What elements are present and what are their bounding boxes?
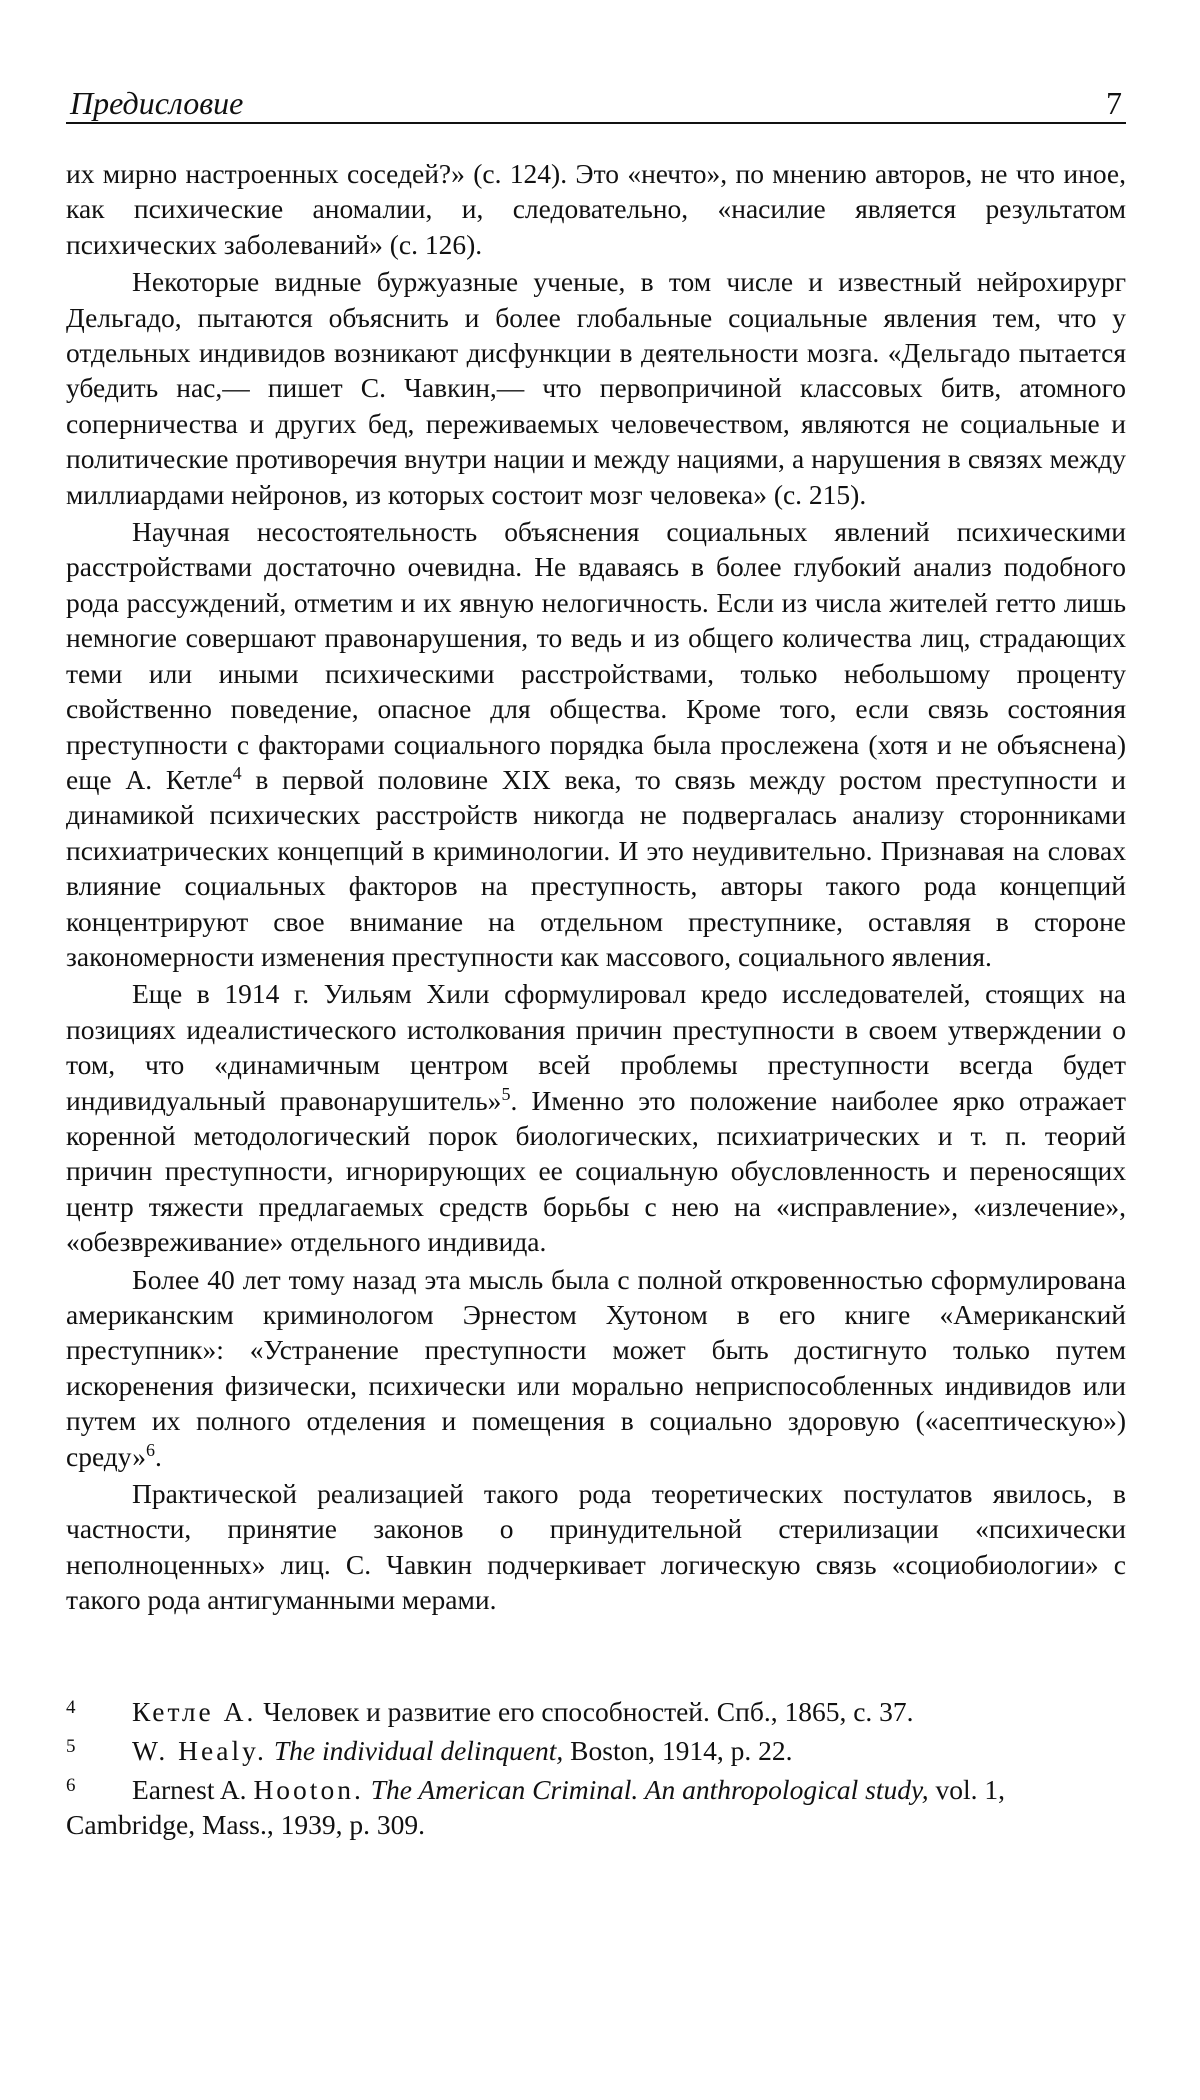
footnote-title: The American Criminal. An anthropological study, (363, 1773, 929, 1805)
paragraph-2 (66, 264, 1126, 512)
running-title: Предисловие (70, 85, 244, 121)
running-head (66, 64, 1126, 124)
footnote-title: The individual delinquent, (266, 1734, 564, 1766)
footnote-author: Hooton. (253, 1773, 364, 1805)
footnote-author-given: Earnest A. (132, 1773, 254, 1805)
footnotes (66, 1690, 1126, 1842)
body-text (66, 156, 1126, 1618)
footnote-ref-6: 6 (145, 1439, 155, 1460)
paragraph-6 (66, 1476, 1126, 1618)
page-number: 7 (1106, 85, 1122, 121)
footnote-mark: 6 (66, 1774, 76, 1796)
footnote-author: W. Healy. (132, 1734, 267, 1766)
footnote-source: vol. 1, Cambridge, Mass., 1939, p. 309. (66, 1773, 1005, 1840)
footnote-source: Boston, 1914, p. 22. (563, 1734, 793, 1766)
paragraph-text: Более 40 лет тому назад эта мысль была с полной откровенностью сформулирована американским криминологом Эрнестом Хутоном в его книге «Американский преступник»: «Устранение преступности может быть достигнуто только путем искоренения физически, психически или морально неприспособленных индивидов или путем их полного отделения и помещения в социально здоровую («асептическую») среду» (66, 1263, 1126, 1472)
footnote-ref-4: 4 (232, 762, 242, 783)
paragraph-text: Практической реализацией такого рода теоретических постулатов явилось, в частности, принятие законов о принудительной стерилизации «психически неполноценных» лиц. С. Чавкин подчеркивает логическую связь «социобиологии» с такого рода антигуманными мерами. (66, 1478, 1126, 1616)
footnote-mark: 4 (66, 1696, 76, 1718)
footnote-6 (66, 1768, 1126, 1842)
paragraph-1 (66, 156, 1126, 262)
paragraph-text: Еще в 1914 г. Уильям Хили сформулировал кредо исследователей, стоящих на позициях идеалистического истолкования причин преступности в своем утверждении о том, что «динамичным центром всей проблемы преступности всегда будет индивидуальный правонарушитель» (66, 978, 1126, 1116)
footnote-mark: 5 (66, 1735, 76, 1757)
footnote-4 (66, 1690, 1126, 1729)
footnote-author: Кетле А. (132, 1695, 257, 1727)
paragraph-4 (66, 976, 1126, 1259)
footnote-5 (66, 1729, 1126, 1768)
paragraph-text: в первой половине XIX века, то связь между ростом преступности и динамикой психических расстройств никогда не подвергалась анализу сторонниками психиатрических концепций в криминологии. И это неудивительно. Признавая на словах влияние социальных факторов на преступность, авторы такого рода концепций концентрируют свое внимание на отдельном преступнике, оставляя в стороне закономерности изменения преступности как массового, социального явления. (66, 763, 1127, 972)
paragraph-text: . Именно это положение наиболее ярко отражает коренной методологический порок биологических, психиатрических и т. п. теорий причин преступности, игнорирующих ее социальную обусловленность и переносящих центр тяжести предлагаемых средств борьбы с нею на «исправление», «излечение», «обезвреживание» отдельного индивида. (66, 1084, 1126, 1258)
paragraph-5 (66, 1262, 1126, 1474)
paragraph-text: . (154, 1440, 162, 1472)
paragraph-text: их мирно настроенных соседей?» (с. 124). Это «нечто», по мнению авторов, не что иное, как психические аномалии, и, следовательно, «насилие является результатом психических заболеваний» (с. 126). (66, 158, 1126, 260)
paragraph-text: Научная несостоятельность объяснения социальных явлений психическими расстройствами достаточно очевидна. Не вдаваясь в более глубокий анализ подобного рода рассуждений, отметим и их явную нелогичность. Если из числа жителей гетто лишь немногие совершают правонарушения, то ведь и из общего количества лиц, страдающих теми или иными психическими расстройствами, только небольшому проценту свойственно поведение, опасное для общества. Кроме того, если связь состояния преступности с факторами социального порядка была прослежена (хотя и не объяснена) еще А. Кетле (66, 516, 1126, 795)
footnote-ref-5: 5 (501, 1083, 511, 1104)
paragraph-text: Некоторые видные буржуазные ученые, в том числе и известный нейрохирург Дельгадо, пытаются объяснить и более глобальные социальные явления тем, что у отдельных индивидов возникают дисфункции в деятельности мозга. «Дельгадо пытается убедить нас,— пишет С. Чавкин,— что первопричиной классовых битв, атомного соперничества и других бед, переживаемых человечеством, являются не социальные и политические противоречия внутри нации и между нациями, а нарушения в связях между миллиардами нейронов, из которых состоит мозг человека» (с. 215). (66, 266, 1126, 510)
book-page (66, 64, 1126, 1842)
footnote-source: Человек и развитие его способностей. Спб., 1865, с. 37. (256, 1695, 914, 1727)
paragraph-3 (66, 514, 1126, 974)
